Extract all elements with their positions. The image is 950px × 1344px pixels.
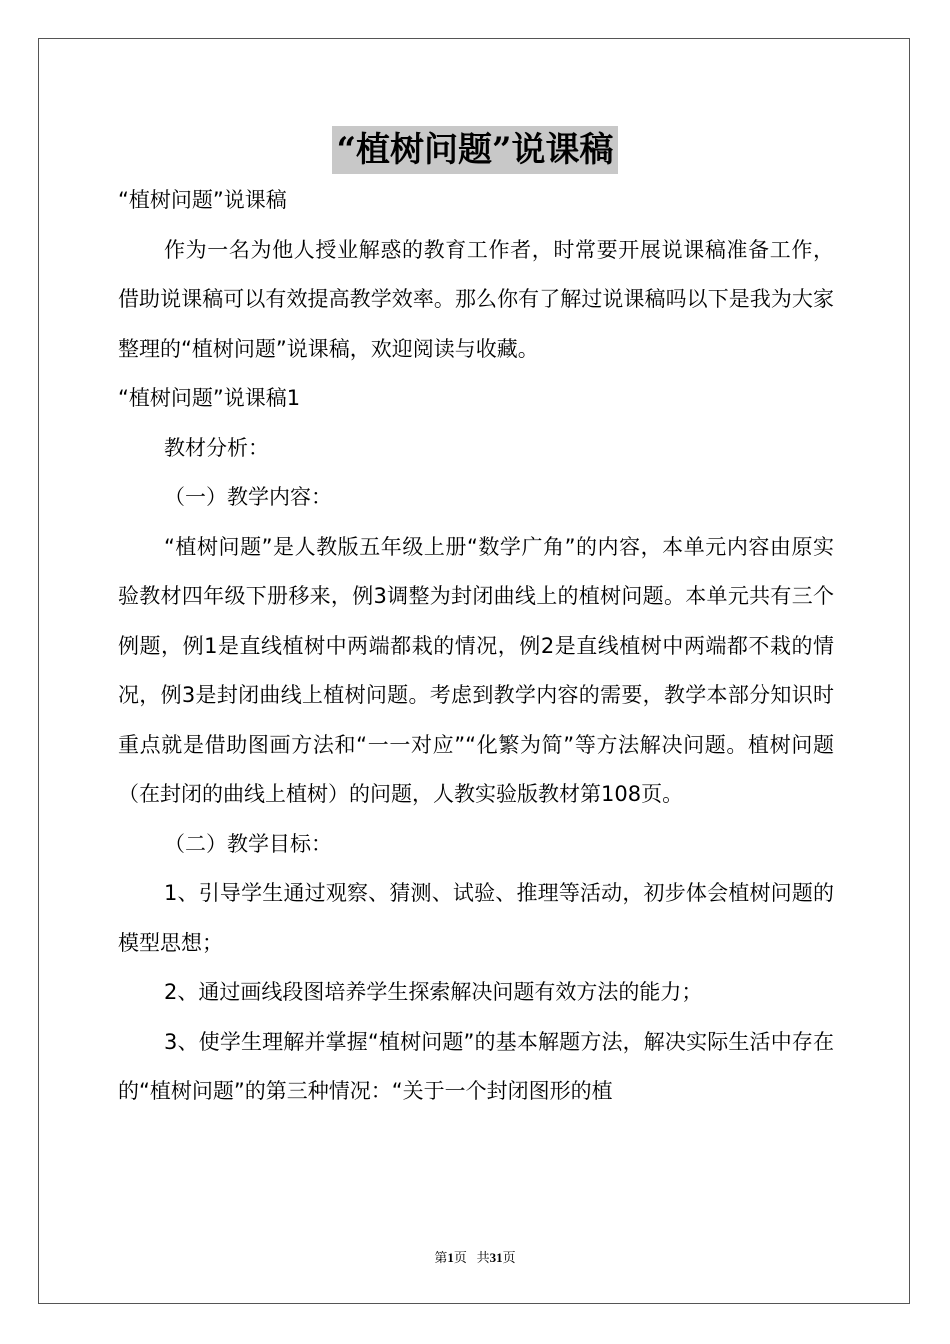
document-body: [118, 176, 834, 1117]
goal-item-1: 1、引导学生通过观察、猜测、试验、推理等活动，初步体会植树问题的模型思想；: [118, 881, 834, 955]
document-title: “植树问题”说课稿: [332, 126, 617, 174]
intro-paragraph: 作为一名为他人授业解惑的教育工作者，时常要开展说课稿准备工作，借助说课稿可以有效提高教学效率。那么你有了解过说课稿吗以下是我为大家整理的“植树问题”说课稿，欢迎阅读与收藏。: [118, 237, 834, 361]
teaching-content-paragraph: “植树问题”是人教版五年级上册“数学广角”的内容，本单元内容由原实验教材四年级下册移来，例3调整为封闭曲线上的植树问题。本单元共有三个例题，例1是直线植树中两端都栽的情况，例2是直线植树中两端都不栽的情况，例3是封闭曲线上植树问题。考虑到教学内容的需要，教学本部分知识时重点就是借助图画方法和“一一对应”“化繁为简”等方法解决问题。植树问题（在封闭的曲线上植树）的问题，人教实验版教材第108页。: [118, 534, 834, 806]
goal-item-3: 3、使学生理解并掌握“植树问题”的基本解题方法，解决实际生活中存在的“植树问题”的第三种情况：“关于一个封闭图形的植: [118, 1029, 834, 1103]
page-footer: [0, 1247, 950, 1266]
page-prefix: 第: [434, 1250, 448, 1265]
section-heading: “植树问题”说课稿1: [118, 386, 301, 410]
page-suffix: 页: [453, 1250, 467, 1265]
teaching-content-heading: （一）教学内容：: [164, 485, 332, 509]
page-number: 1: [447, 1250, 454, 1265]
material-analysis-heading: 教材分析：: [164, 435, 269, 460]
teaching-goals-heading: （二）教学目标：: [164, 831, 332, 856]
total-pages: 31: [489, 1250, 503, 1265]
subtitle-paragraph: “植树问题”说课稿: [118, 188, 287, 212]
total-suffix: 页: [502, 1250, 516, 1265]
title-wrap: [0, 126, 950, 174]
goal-item-2: 2、通过画线段图培养学生探索解决问题有效方法的能力；: [164, 980, 703, 1004]
total-prefix: 共: [476, 1250, 490, 1265]
